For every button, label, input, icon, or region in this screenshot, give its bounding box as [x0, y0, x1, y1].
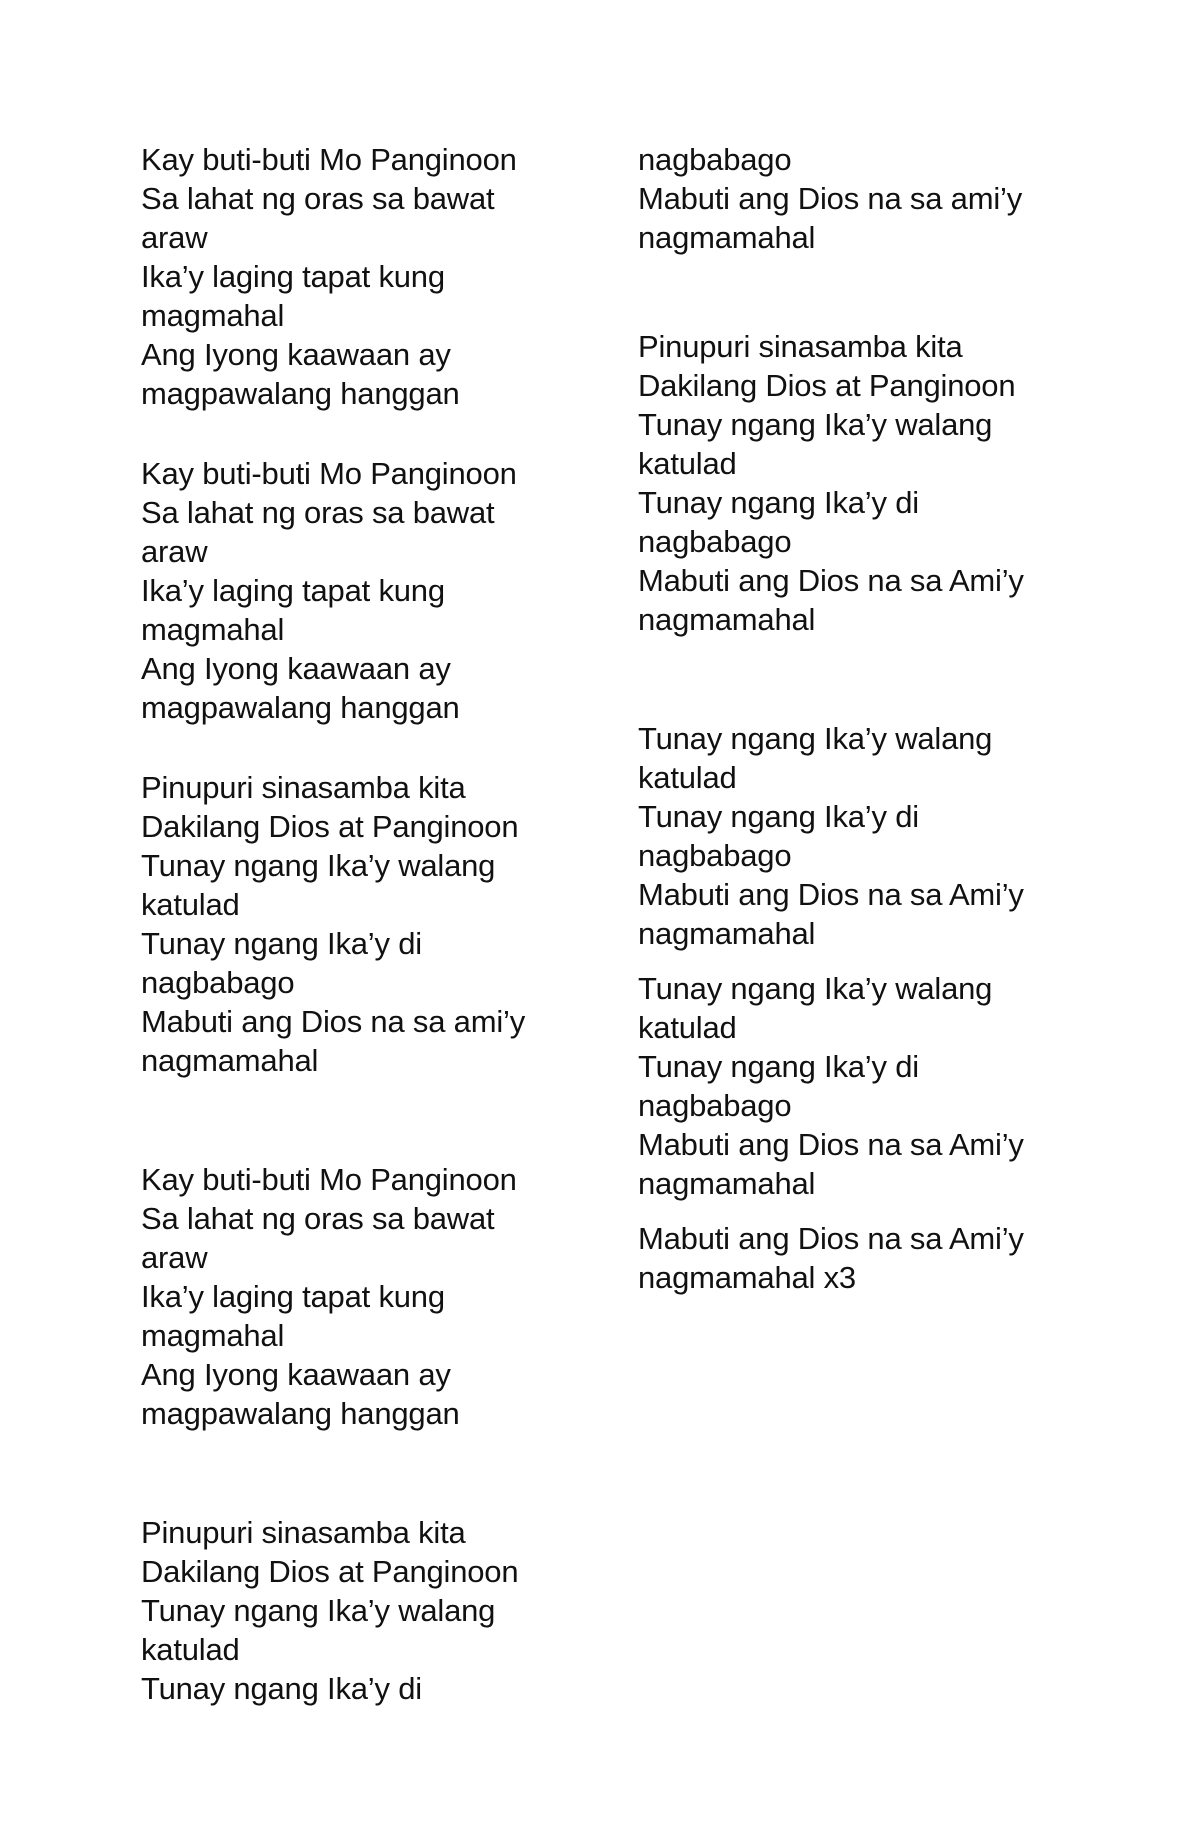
- lyric-line: nagmamahal: [638, 916, 816, 951]
- lyric-line: nagmamahal: [141, 1043, 319, 1078]
- lyric-line: Tunay ngang Ika’y di: [638, 799, 919, 834]
- lyric-line: Kay buti-buti Mo Panginoon: [141, 142, 517, 177]
- lyric-line: nagbabago: [141, 965, 295, 1000]
- lyric-line: nagbabago: [638, 142, 792, 177]
- lyric-line: Ang Iyong kaawaan ay: [141, 1357, 451, 1392]
- stanza: [141, 1160, 561, 1433]
- lyric-line: nagmamahal: [638, 220, 816, 255]
- lyric-line: katulad: [141, 1632, 240, 1667]
- lyric-line: nagmamahal: [638, 1166, 816, 1201]
- lyric-line: Tunay ngang Ika’y di: [638, 1049, 919, 1084]
- lyric-line: Kay buti-buti Mo Panginoon: [141, 1162, 517, 1197]
- lyric-line: katulad: [638, 760, 737, 795]
- lyric-line: Mabuti ang Dios na sa Ami’y: [638, 1127, 1024, 1162]
- lyric-line: magpawalang hanggan: [141, 1396, 460, 1431]
- lyric-line: nagbabago: [638, 838, 792, 873]
- lyric-line: Mabuti ang Dios na sa ami’y: [638, 181, 1023, 216]
- lyric-line: Tunay ngang Ika’y walang: [638, 721, 993, 756]
- lyric-line: Ang Iyong kaawaan ay: [141, 337, 451, 372]
- lyric-line: Tunay ngang Ika’y di: [141, 926, 422, 961]
- lyric-line: Ika’y laging tapat kung: [141, 1279, 445, 1314]
- lyric-line: magmahal: [141, 298, 285, 333]
- lyric-line: Pinupuri sinasamba kita: [141, 770, 466, 805]
- lyric-line: Dakilang Dios at Panginoon: [141, 809, 519, 844]
- lyric-line: katulad: [141, 887, 240, 922]
- lyric-line: magmahal: [141, 1318, 285, 1353]
- right-column: [638, 140, 1058, 1297]
- lyric-line: Ang Iyong kaawaan ay: [141, 651, 451, 686]
- left-column: [141, 140, 561, 1708]
- lyric-line: Sa lahat ng oras sa bawat: [141, 1201, 495, 1236]
- lyric-line: Sa lahat ng oras sa bawat: [141, 495, 495, 530]
- lyric-line: Tunay ngang Ika’y walang: [141, 848, 496, 883]
- lyric-line: Ika’y laging tapat kung: [141, 259, 445, 294]
- lyric-line: Kay buti-buti Mo Panginoon: [141, 456, 517, 491]
- lyric-line: nagmamahal: [638, 602, 816, 637]
- lyric-line: araw: [141, 534, 208, 569]
- stanza: [638, 140, 1058, 257]
- lyric-line: Tunay ngang Ika’y walang: [638, 971, 993, 1006]
- lyric-line: nagmamahal x3: [638, 1260, 856, 1295]
- lyric-line: Mabuti ang Dios na sa Ami’y: [638, 563, 1024, 598]
- lyric-line: Pinupuri sinasamba kita: [141, 1515, 466, 1550]
- lyric-line: nagbabago: [638, 524, 792, 559]
- lyric-line: Ika’y laging tapat kung: [141, 573, 445, 608]
- stanza: [638, 719, 1058, 953]
- lyric-line: Pinupuri sinasamba kita: [638, 329, 963, 364]
- lyric-line: magmahal: [141, 612, 285, 647]
- lyric-line: Dakilang Dios at Panginoon: [638, 368, 1016, 403]
- lyric-line: Sa lahat ng oras sa bawat: [141, 181, 495, 216]
- lyric-line: Tunay ngang Ika’y di: [141, 1671, 422, 1706]
- stanza: [638, 327, 1058, 639]
- lyric-line: Mabuti ang Dios na sa Ami’y: [638, 877, 1024, 912]
- lyric-line: Tunay ngang Ika’y walang: [638, 407, 993, 442]
- lyric-line: Dakilang Dios at Panginoon: [141, 1554, 519, 1589]
- lyric-line: araw: [141, 1240, 208, 1275]
- lyric-line: magpawalang hanggan: [141, 690, 460, 725]
- lyric-line: magpawalang hanggan: [141, 376, 460, 411]
- lyric-line: nagbabago: [638, 1088, 792, 1123]
- lyric-line: Mabuti ang Dios na sa ami’y: [141, 1004, 526, 1039]
- lyric-line: katulad: [638, 1010, 737, 1045]
- lyric-line: Mabuti ang Dios na sa Ami’y: [638, 1221, 1024, 1256]
- lyric-line: katulad: [638, 446, 737, 481]
- stanza: [141, 768, 561, 1080]
- lyric-line: araw: [141, 220, 208, 255]
- stanza: [638, 969, 1058, 1203]
- stanza: [141, 1513, 561, 1708]
- stanza: [141, 140, 561, 413]
- lyric-line: Tunay ngang Ika’y di: [638, 485, 919, 520]
- lyric-line: Tunay ngang Ika’y walang: [141, 1593, 496, 1628]
- stanza: [141, 454, 561, 727]
- stanza: [638, 1219, 1058, 1297]
